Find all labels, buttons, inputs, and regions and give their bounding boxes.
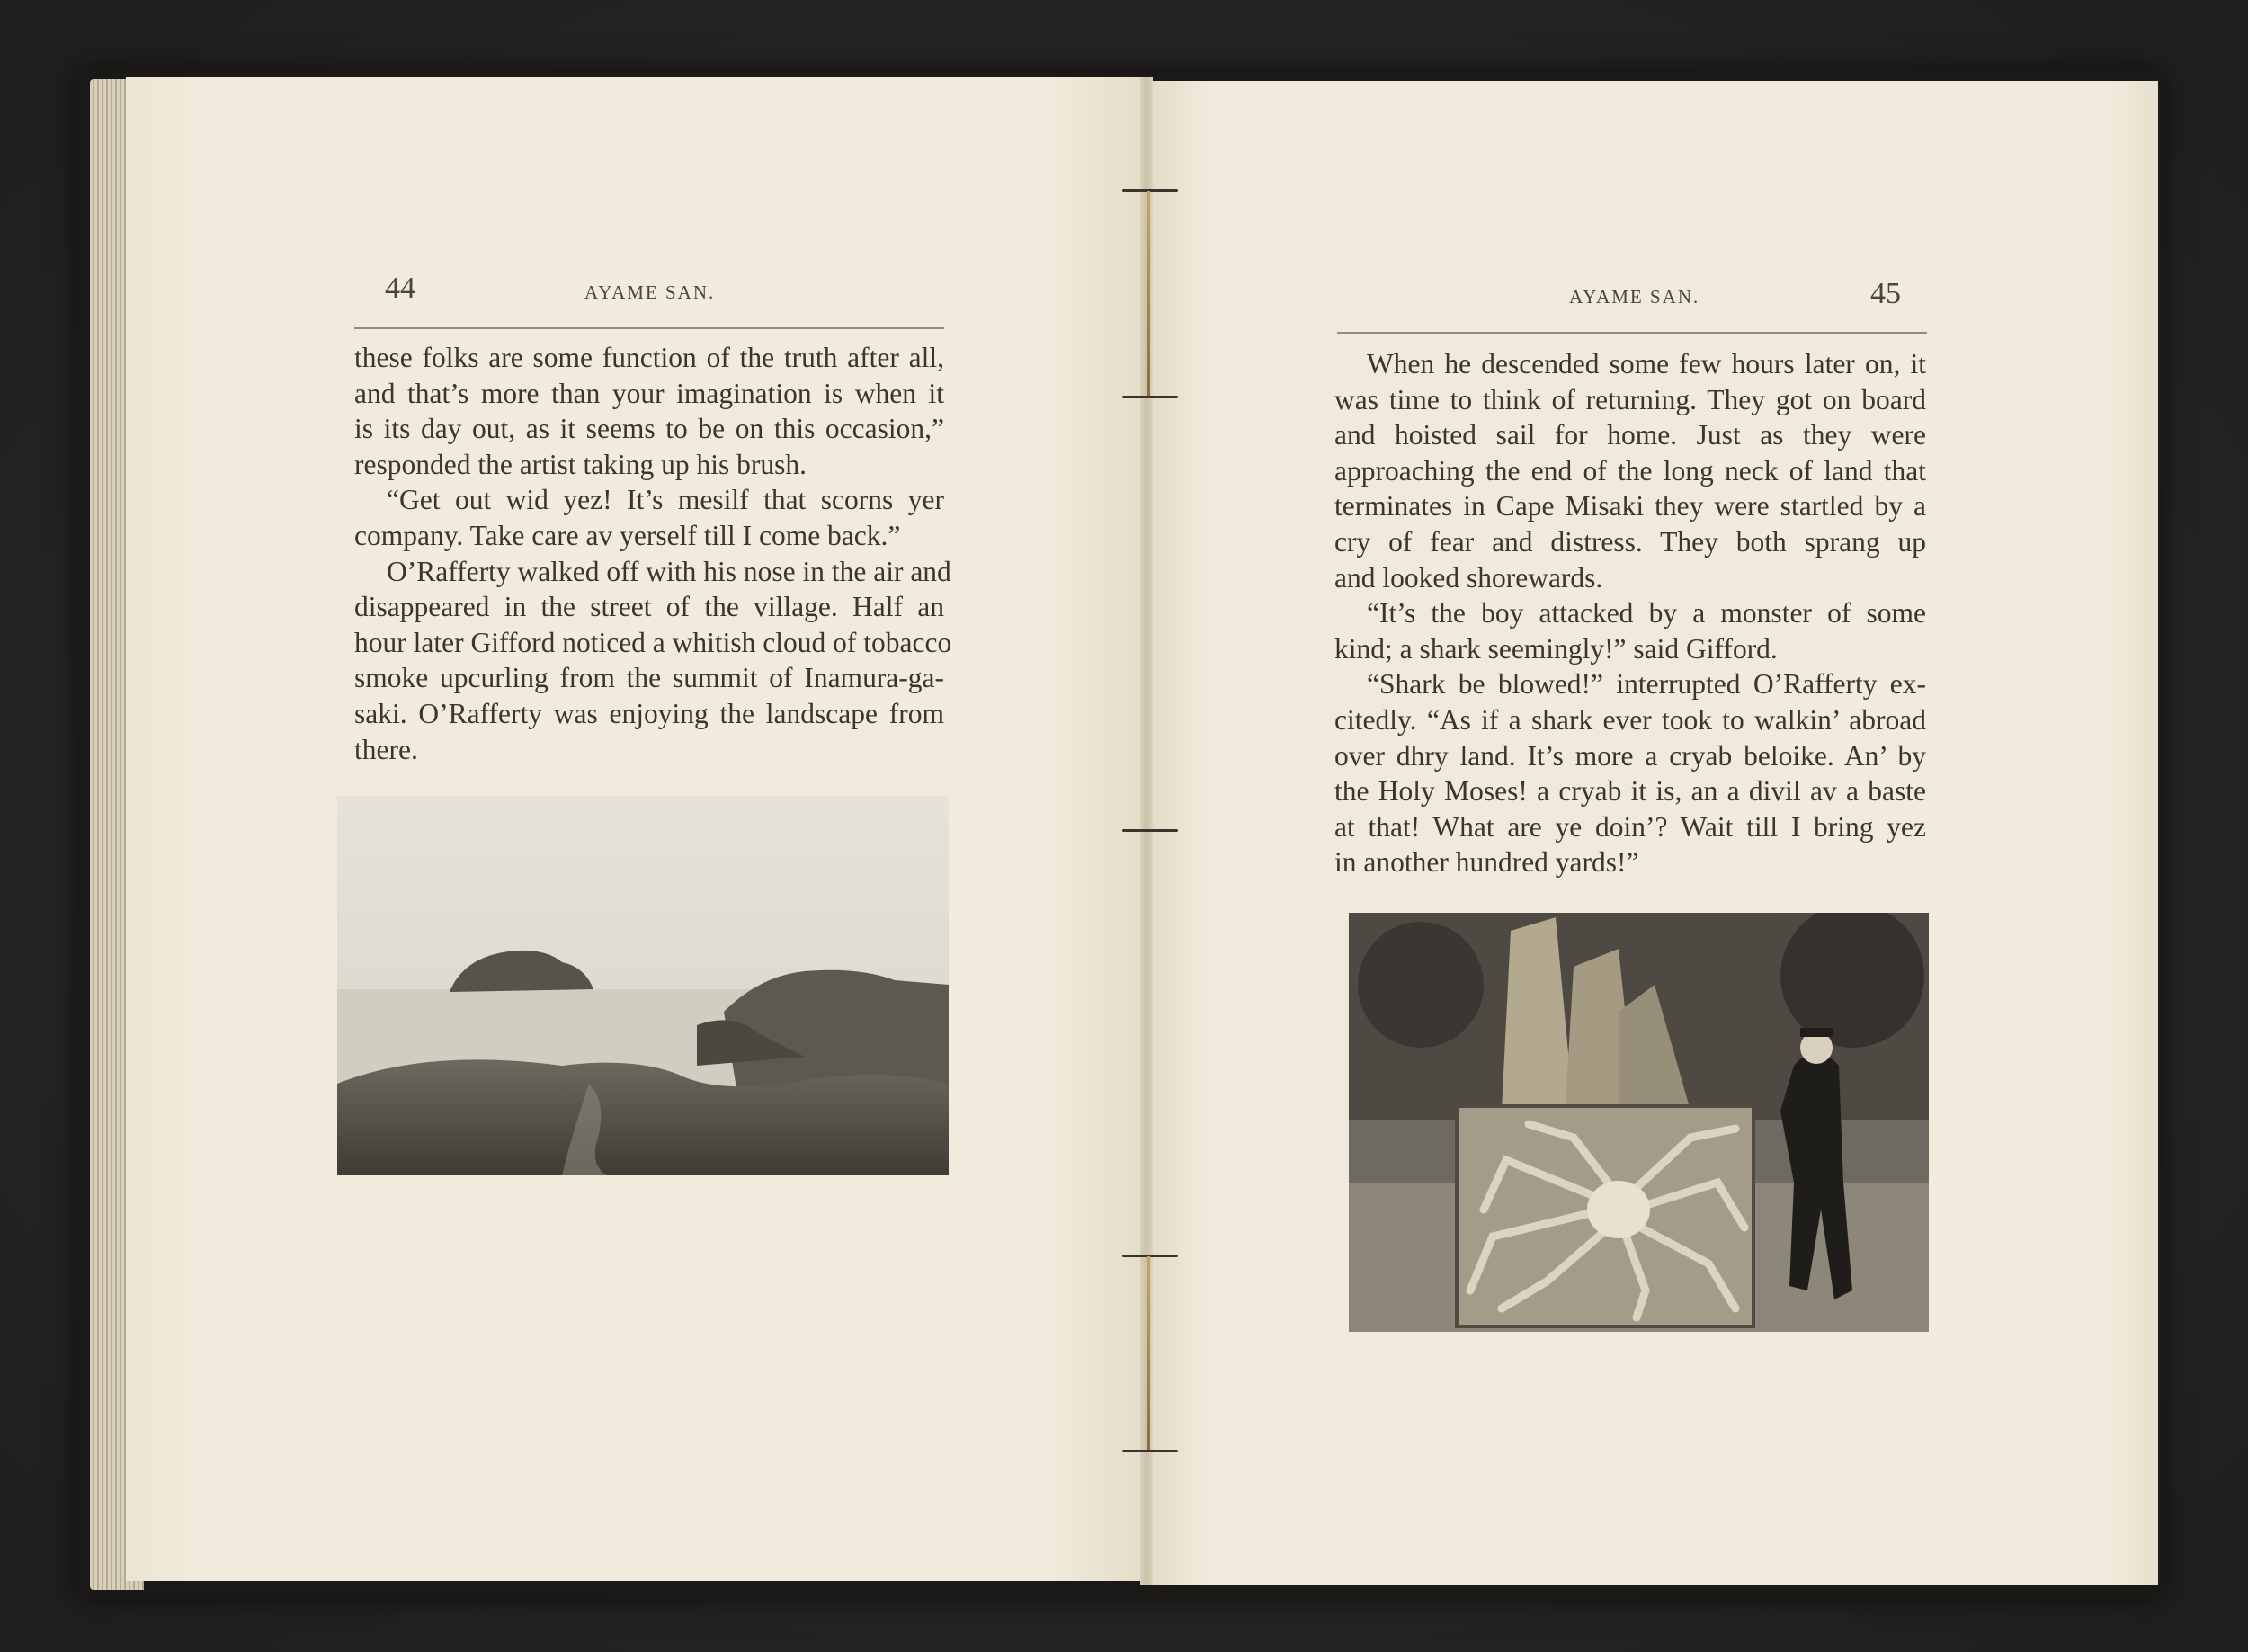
text-line: responded the artist taking up his brush. bbox=[354, 448, 807, 480]
text-line: hour later Gifford noticed a whitish cloud of tobacco bbox=[354, 626, 952, 658]
right-body-text bbox=[1334, 346, 1926, 880]
text-line: kind; a shark seemingly!” said Gifford. bbox=[1334, 632, 1778, 665]
text-line: and looked shorewards. bbox=[1334, 561, 1603, 594]
text-line: “Shark be blowed!” interrupted O’Rafferty ex- bbox=[1367, 668, 1926, 701]
photo-boy-with-giant-crab bbox=[1349, 913, 1929, 1332]
header-rule-right bbox=[1337, 332, 1927, 334]
text-line: there. bbox=[354, 733, 418, 765]
text-line: cry of fear and distress. They both sprang up bbox=[1334, 525, 1926, 558]
text-line: over dhry land. It’s more a cryab beloike. An’ by bbox=[1334, 739, 1926, 772]
text-line: in another hundred yards!” bbox=[1334, 846, 1639, 879]
text-line: was time to think of returning. They got on board bbox=[1334, 383, 1926, 415]
binding-thread bbox=[1147, 191, 1150, 396]
binding-stitch bbox=[1122, 1255, 1178, 1257]
text-line: When he descended some few hours later on, it bbox=[1367, 348, 1926, 380]
text-line: smoke upcurling from the summit of Inamura-ga- bbox=[354, 662, 944, 694]
text-line: approaching the end of the long neck of land that bbox=[1334, 454, 1926, 487]
page-number-left: 44 bbox=[385, 272, 415, 305]
text-line: citedly. “As if a shark ever took to walkin’ abroad bbox=[1334, 703, 1926, 736]
binding-thread bbox=[1147, 1256, 1150, 1450]
running-head-right: AYAME SAN. bbox=[1569, 286, 1700, 308]
text-line: is its day out, as it seems to be on this occasion,” bbox=[354, 413, 944, 445]
text-line: and hoisted sail for home. Just as they were bbox=[1334, 419, 1926, 451]
binding-stitch bbox=[1122, 1450, 1178, 1452]
photo-coastal-landscape bbox=[337, 796, 949, 1175]
left-body-text bbox=[354, 340, 952, 767]
header-rule-left bbox=[354, 327, 944, 329]
text-line: saki. O’Rafferty was enjoying the landscape from bbox=[354, 697, 944, 729]
text-line: the Holy Moses! a cryab it is, an a divil av a baste bbox=[1334, 775, 1926, 808]
page-number-right: 45 bbox=[1870, 277, 1901, 310]
text-line: O’Rafferty walked off with his nose in the air and bbox=[387, 555, 951, 587]
text-line: at that! What are ye doin’? Wait till I bring yez bbox=[1334, 810, 1926, 843]
text-line: these folks are some function of the truth after all, bbox=[354, 342, 944, 373]
binding-stitch bbox=[1122, 396, 1178, 398]
text-line: “It’s the boy attacked by a monster of some bbox=[1367, 597, 1926, 630]
binding-stitch bbox=[1122, 189, 1178, 192]
text-line: terminates in Cape Misaki they were startled by a bbox=[1334, 490, 1926, 522]
running-head-left: AYAME SAN. bbox=[584, 281, 716, 303]
text-line: and that’s more than your imagination is when it bbox=[354, 377, 944, 409]
binding-stitch bbox=[1122, 829, 1178, 832]
text-line: disappeared in the street of the village. Half an bbox=[354, 591, 944, 623]
text-line: “Get out wid yez! It’s mesilf that scorns yer bbox=[387, 484, 944, 516]
text-line: company. Take care av yerself till I come back.” bbox=[354, 519, 901, 551]
